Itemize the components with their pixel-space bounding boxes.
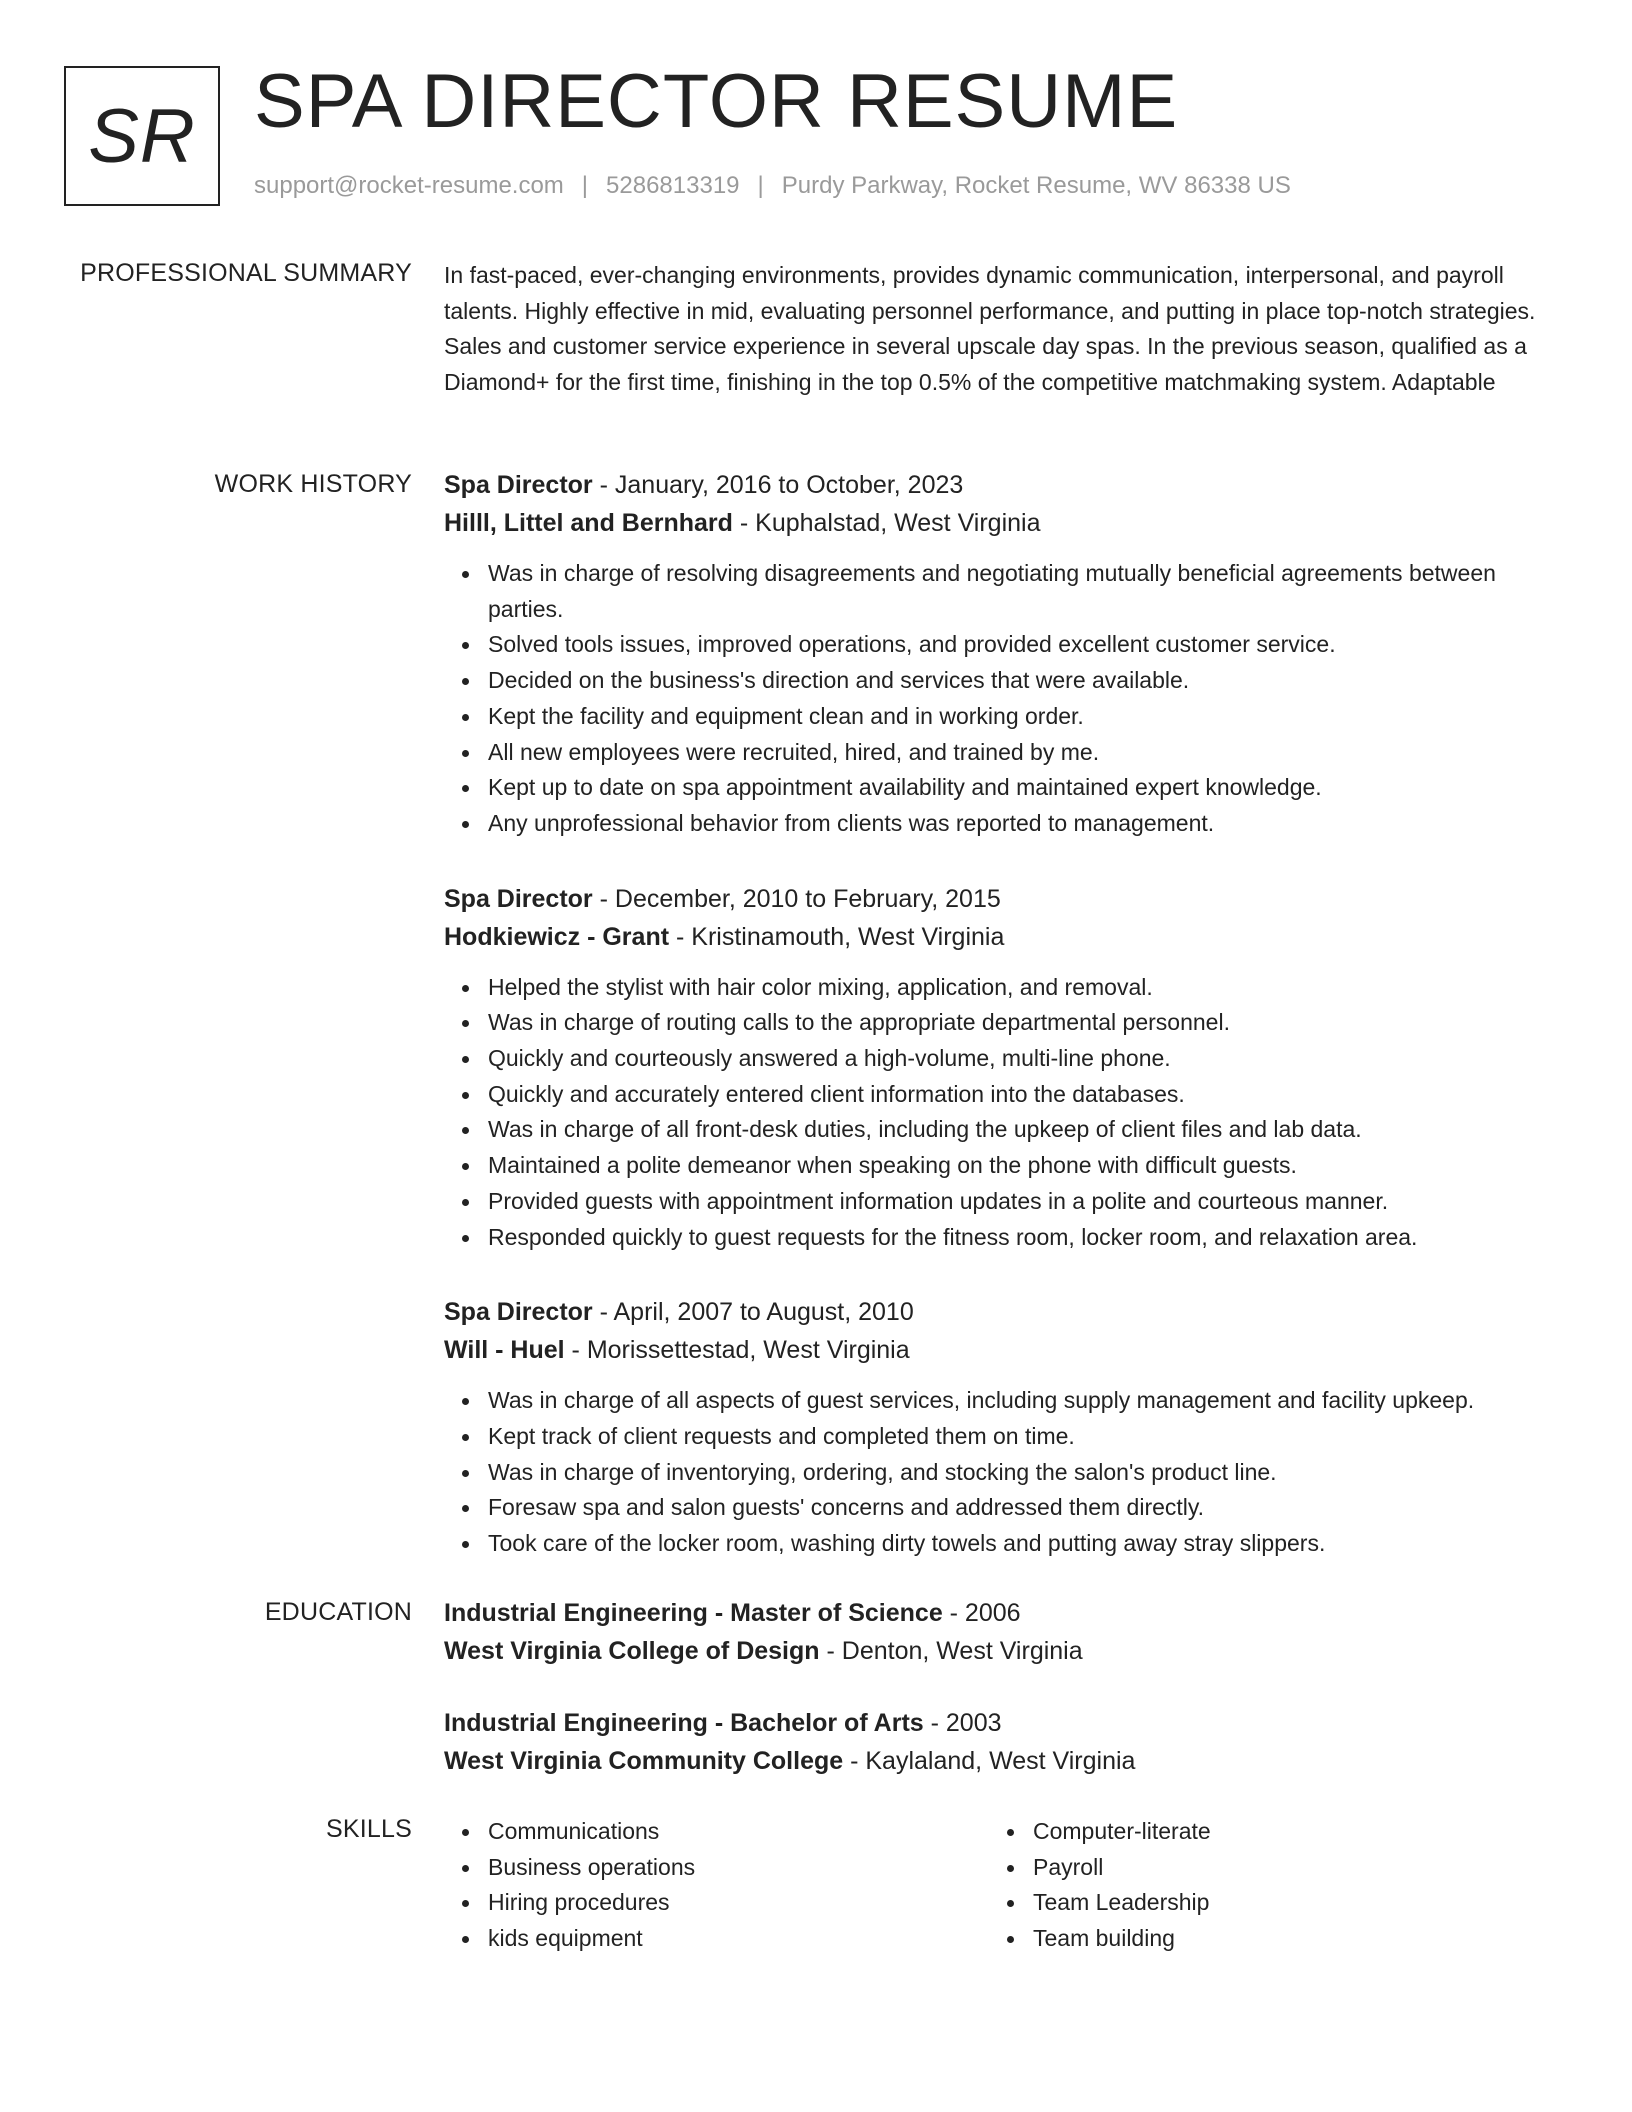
education-entry <box>444 1704 1564 1780</box>
job-dates: - April, 2007 to August, 2010 <box>592 1298 914 1327</box>
education-entry <box>444 1594 1564 1670</box>
list-item: Any unprofessional behavior from clients was reported to management. <box>488 806 1564 842</box>
list-item: Responded quickly to guest requests for the fitness room, locker room, and relaxation area. <box>488 1220 1564 1256</box>
section-label-work-history: WORK HISTORY <box>214 470 412 498</box>
job-dates: - January, 2016 to October, 2023 <box>592 471 964 499</box>
skill-item: Team building <box>1033 1921 1534 1957</box>
skill-item: Team Leadership <box>1033 1885 1534 1921</box>
list-item: Quickly and accurately entered client information into the databases. <box>488 1077 1564 1113</box>
list-item: Foresaw spa and salon guests' concerns and addressed them directly. <box>488 1490 1564 1526</box>
list-item: Kept up to date on spa appointment availability and maintained expert knowledge. <box>488 770 1564 806</box>
skill-item: Hiring procedures <box>488 1885 989 1921</box>
job-company: Will - Huel <box>444 1336 565 1365</box>
list-item: Was in charge of routing calls to the appropriate departmental personnel. <box>488 1005 1564 1041</box>
list-item: Kept track of client requests and completed them on time. <box>488 1419 1564 1455</box>
school-location: - Kaylaland, West Virginia <box>843 1747 1136 1775</box>
job-bullets <box>444 970 1564 1256</box>
school-location: - Denton, West Virginia <box>819 1637 1083 1665</box>
list-item: Took care of the locker room, washing dirty towels and putting away stray slippers. <box>488 1526 1564 1562</box>
list-item: Solved tools issues, improved operations, and provided excellent customer service. <box>488 627 1564 663</box>
section-label-skills: SKILLS <box>326 1815 412 1843</box>
skills-grid <box>444 1814 1564 1957</box>
job-company: Hodkiewicz - Grant <box>444 922 670 951</box>
job-company: Hilll, Littel and Bernhard <box>444 509 733 537</box>
monogram-badge: SR <box>64 66 220 206</box>
list-item: Quickly and courteously answered a high-volume, multi-line phone. <box>488 1041 1564 1077</box>
skills-list <box>989 1814 1534 1957</box>
job-location: - Morissettestad, West Virginia <box>564 1336 910 1365</box>
page-title: SPA DIRECTOR RESUME <box>254 59 1179 144</box>
skill-item: Communications <box>488 1814 989 1850</box>
list-item: Provided guests with appointment information updates in a polite and courteous manner. <box>488 1184 1564 1220</box>
contact-separator: | <box>581 172 589 199</box>
list-item: All new employees were recruited, hired, and trained by me. <box>488 735 1564 771</box>
contact-separator: | <box>757 172 764 199</box>
section-label-education: EDUCATION <box>264 1598 412 1626</box>
job-title: Spa Director <box>444 1298 593 1327</box>
list-item: Maintained a polite demeanor when speaking on the phone with difficult guests. <box>488 1148 1564 1184</box>
list-item: Was in charge of all aspects of guest services, including supply management and facility upkeep. <box>488 1383 1564 1419</box>
skill-item: kids equipment <box>488 1921 989 1957</box>
job-company-line <box>444 1331 1564 1369</box>
skill-item: Payroll <box>1033 1850 1534 1886</box>
job-company-line <box>444 918 1564 956</box>
contact-email[interactable]: support@rocket-resume.com <box>254 172 564 199</box>
degree-line <box>444 1704 1564 1742</box>
school-line <box>444 1742 1564 1780</box>
job-location: - Kuphalstad, West Virginia <box>732 509 1041 537</box>
degree-year: - 2006 <box>942 1599 1021 1627</box>
job-title-line <box>444 880 1564 918</box>
job-title-line <box>444 466 1564 504</box>
degree-name: Industrial Engineering - Bachelor of Arts <box>444 1709 924 1737</box>
section-label-summary: PROFESSIONAL SUMMARY <box>80 259 412 287</box>
summary-text: In fast-paced, ever-changing environments, provides dynamic communication, interpersonal, and payroll talents. Highly effective in mid, evaluating personnel performance, and putting in place top-notch strategies. Sales and customer service experience in several upscale day spas. In the previous season, qualified as a Diamond+ for the first time, finishing in the top 0.5% of the competitive matchmaking system. Adaptable <box>444 262 1536 396</box>
job-title: Spa Director <box>444 884 593 913</box>
degree-line <box>444 1594 1564 1632</box>
list-item: Helped the stylist with hair color mixing, application, and removal. <box>488 970 1564 1006</box>
job-title-line <box>444 1293 1564 1331</box>
job-company-line <box>444 504 1564 542</box>
list-item: Kept the facility and equipment clean and in working order. <box>488 699 1564 735</box>
degree-name: Industrial Engineering - Master of Science <box>444 1599 943 1627</box>
job-entry <box>444 466 1564 842</box>
job-title: Spa Director <box>444 471 593 499</box>
school-line <box>444 1632 1564 1670</box>
school-name: West Virginia Community College <box>444 1747 844 1775</box>
degree-year: - 2003 <box>923 1709 1002 1737</box>
job-dates: - December, 2010 to February, 2015 <box>592 884 1001 913</box>
list-item: Was in charge of resolving disagreements and negotiating mutually beneficial agreements between parties. <box>488 556 1564 627</box>
job-location: - Kristinamouth, West Virginia <box>669 922 1005 951</box>
school-name: West Virginia College of Design <box>444 1637 820 1665</box>
skills-column-left <box>444 1814 989 1957</box>
skills-column-right <box>989 1814 1534 1957</box>
contact-phone[interactable]: 5286813319 <box>606 172 740 199</box>
skill-item: Business operations <box>488 1850 989 1886</box>
list-item: Was in charge of all front-desk duties, including the upkeep of client files and lab data. <box>488 1112 1564 1148</box>
skill-item: Computer-literate <box>1033 1814 1534 1850</box>
contact-line <box>254 172 1291 200</box>
resume-header <box>64 59 1564 208</box>
contact-address: Purdy Parkway, Rocket Resume, WV 86338 US <box>781 172 1291 199</box>
job-entry <box>444 1293 1564 1562</box>
list-item: Decided on the business's direction and services that were available. <box>488 663 1564 699</box>
skills-list <box>444 1814 989 1957</box>
job-bullets <box>444 556 1564 842</box>
job-entry <box>444 880 1564 1256</box>
list-item: Was in charge of inventorying, ordering, and stocking the salon's product line. <box>488 1455 1564 1491</box>
job-bullets <box>444 1383 1564 1562</box>
